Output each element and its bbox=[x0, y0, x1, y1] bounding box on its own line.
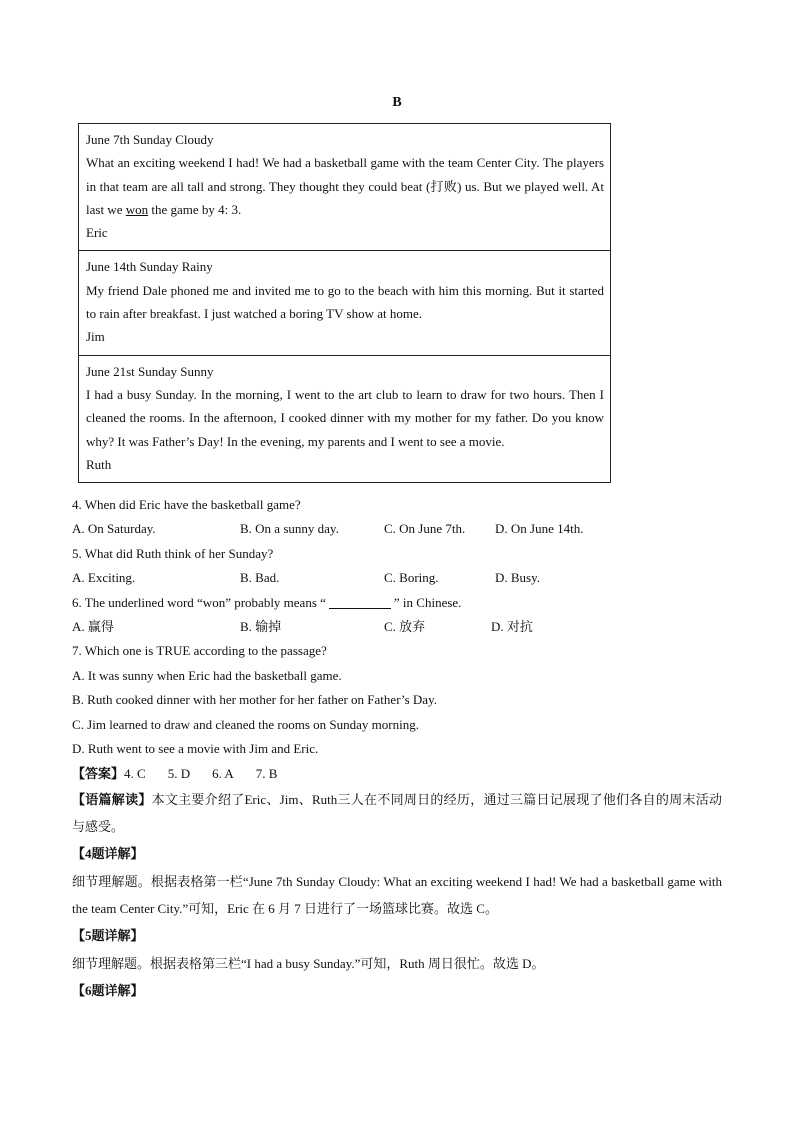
q6-explanation-heading: 【6题详解】 bbox=[72, 983, 144, 998]
diary-author: Ruth bbox=[86, 456, 112, 472]
question-5-stem: 5. What did Ruth think of her Sunday? bbox=[72, 545, 274, 561]
diary-entry-jim bbox=[79, 251, 611, 355]
option-b: B. 输掉 bbox=[240, 619, 282, 635]
questions-section bbox=[72, 493, 722, 761]
option-a: A. Exciting. bbox=[72, 570, 136, 586]
question-4-stem: 4. When did Eric have the basketball game? bbox=[72, 497, 301, 512]
option-a: A. On Saturday. bbox=[72, 521, 156, 537]
question-5-options bbox=[72, 566, 722, 590]
question-7-stem: 7. Which one is TRUE according to the passage? bbox=[72, 643, 327, 659]
diary-header: June 21st Sunday Sunny bbox=[86, 363, 214, 379]
diary-text: What an exciting weekend I had! We had a basketball game with the team Center City. The players in that team are all tall and strong. They thought they could beat (打败) us. But we played well. At last we won the game by 4: 3. bbox=[86, 155, 604, 217]
diary-entry-eric bbox=[79, 124, 611, 251]
option-c: C. Boring. bbox=[384, 570, 439, 586]
option-d: D. On June 14th. bbox=[495, 521, 584, 537]
option-c: C. 放弃 bbox=[384, 619, 426, 635]
q4-explanation: 细节理解题。根据表格第一栏“June 7th Sunday Cloudy: What an exciting weekend I had! We had a basketball game with the team Center City.”可知，Eric 在 6 月 7 日进行了一场篮球比赛。故选 C。 bbox=[72, 874, 722, 916]
q4-explanation-heading: 【4题详解】 bbox=[72, 846, 144, 861]
diary-author: Eric bbox=[86, 225, 108, 241]
diary-table bbox=[78, 123, 611, 483]
diary-author: Jim bbox=[86, 329, 105, 345]
option-b: B. On a sunny day. bbox=[240, 521, 339, 537]
question-6-options bbox=[72, 615, 722, 639]
answer-label: 【答案】 bbox=[72, 766, 125, 781]
option-c: C. Jim learned to draw and cleaned the rooms on Sunday morning. bbox=[72, 716, 419, 732]
question-4-options bbox=[72, 517, 722, 541]
option-d: D. 对抗 bbox=[491, 619, 533, 635]
option-d: D. Ruth went to see a movie with Jim and Eric. bbox=[72, 741, 319, 757]
option-a: A. It was sunny when Eric had the basketball game. bbox=[72, 667, 342, 683]
diary-entry-ruth bbox=[79, 355, 611, 482]
option-c: C. On June 7th. bbox=[384, 521, 466, 537]
option-d: D. Busy. bbox=[495, 570, 541, 586]
underlined-word: won bbox=[125, 201, 149, 217]
diary-header: June 14th Sunday Rainy bbox=[86, 259, 213, 275]
answer-blank bbox=[329, 594, 391, 609]
question-6-stem: 6. The underlined word “won” probably means “ ” in Chinese. bbox=[72, 594, 462, 610]
diary-text: I had a busy Sunday. In the morning, I went to the art club to learn to draw for two hours. Then I cleaned the rooms. In the afternoon, I cooked dinner with my mother for my father. Do you know why? It was Father’s Day! In the evening, my parents and I went to see a movie. bbox=[86, 386, 604, 449]
diary-header: June 7th Sunday Cloudy bbox=[86, 132, 214, 147]
option-a: A. 赢得 bbox=[72, 619, 114, 635]
diary-text: My friend Dale phoned me and invited me to go to the beach with him this morning. But it started to rain after breakfast. I just watched a boring TV show at home. bbox=[86, 282, 604, 322]
q5-explanation-heading: 【5题详解】 bbox=[72, 928, 144, 943]
option-b: B. Bad. bbox=[240, 570, 280, 586]
section-letter: B bbox=[392, 95, 402, 110]
q5-explanation: 细节理解题。根据表格第三栏“I had a busy Sunday.”可知，Ruth 周日很忙。故选 D。 bbox=[72, 956, 545, 971]
explanation-section bbox=[72, 762, 722, 1005]
answer-key: 【答案】4. C 5. D 6. A 7. B bbox=[72, 766, 278, 781]
option-b: B. Ruth cooked dinner with her mother for her father on Father’s Day. bbox=[72, 692, 437, 708]
reading-summary: 【语篇解读】本文主要介绍了Eric、Jim、Ruth三人在不同周日的经历，通过三篇日记展现了他们各自的周末活动与感受。 bbox=[72, 792, 722, 834]
